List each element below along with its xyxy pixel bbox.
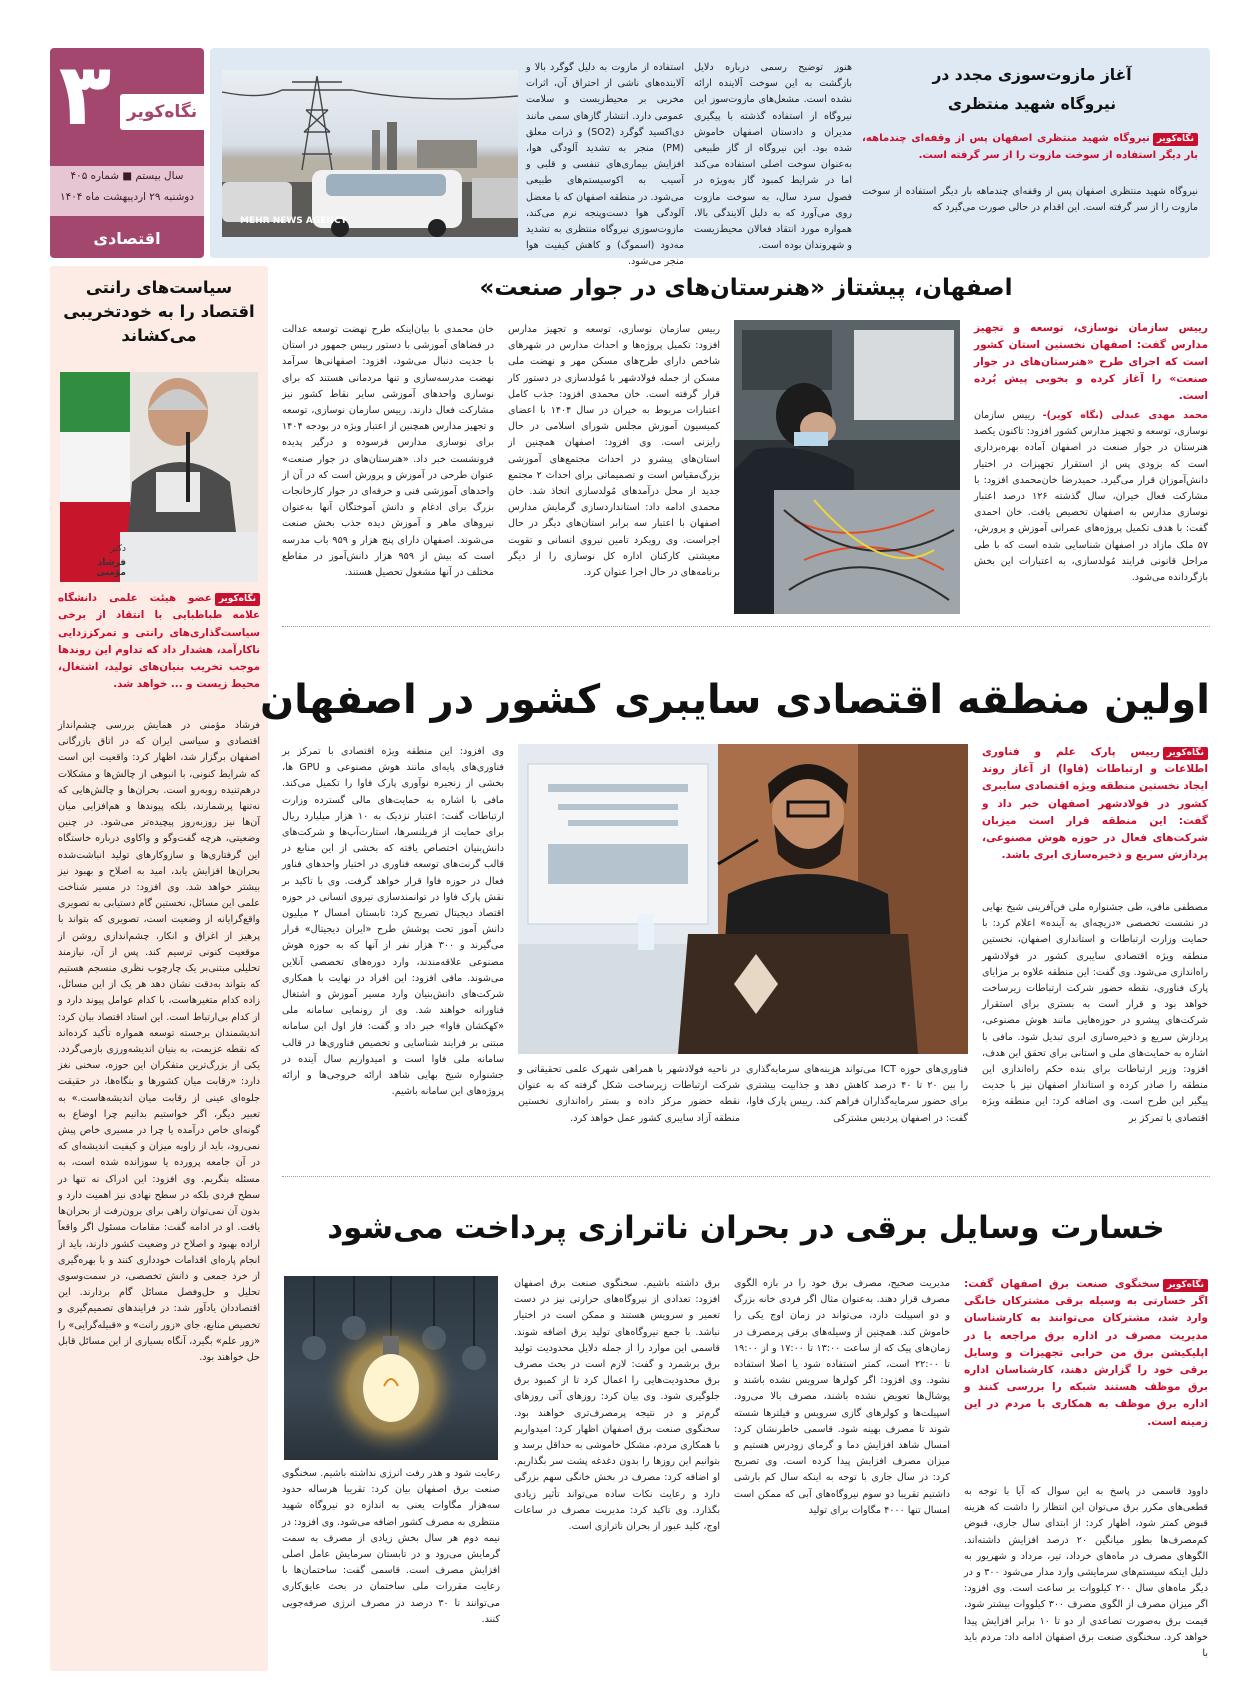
story4-col3: برق داشته باشیم. سخنگوی صنعت برق اصفهان افزود: تعدادی از نیروگاه‌های حرارتی نیز در دست تعمیر و سرویس هستند و ممکن است در اختیار نباشد. با جمع نیروگاه‌های تولید برق اضافه شوند. قاسمی این موارد را از جمله دلایل محدودیت تولید برق برشمرد و گفت: لازم است در بحث مصرف برق محدودیت‌هایی را اعمال کرد تا از کمبود برق جلوگیری شود. وی بیان کرد: روزهای آتی روزهای گرم‌تر و در نتیجه پرمصرف‌تری خواهند بود. سخنگوی صنعت برق اصفهان اظهار کرد: امیدواریم با همکاری مردم، مشکل خاموشی به حداقل برسد و بتوانیم این روزها را بدون دغدغه پشت سر بگذاریم. او اضافه کرد: مصرف در بخش خانگی سهم بزرگی دارد و رعایت نکات ساده می‌تواند تأثیر زیادی بگذارد. وی تاکید کرد: مدیریت مصرف در ساعات اوج، کلید عبور از بحران ناترازی است. xyxy=(514,1278,720,1533)
speaker-at-podium xyxy=(518,744,968,1054)
top-story-col1: نیروگاه شهید منتظری اصفهان پس از وقفه‌ای چندماهه بار دیگر استفاده از سوخت مازوت را از سر گرفته است. این اقدام در حالی صورت می‌گیرد که xyxy=(862,186,1198,214)
story3-col3: در ناحیه فولادشهر با همراهی شهرک علمی تحقیقاتی و شرکت ارتباطات زیرساخت شکل گرفته که به عنوان نقطه حضور مرکز داده و بستر راه‌اندازی نخستین منطقه آزاد سایبری کشور عمل خواهد کرد. xyxy=(518,1064,740,1124)
story2-lead: رییس سازمان نوسازی، توسعه و تجهیز مدارس گفت: اصفهان نخستین استان کشور است که اجرای طرح «هنرستان‌های در جوار صنعت» را آغاز کرده و بخوبی پیش بُرده است. xyxy=(974,322,1208,402)
photo-caption-name: فرشاد مؤمنی xyxy=(96,558,126,578)
brand-tag: نگاه‌کویر xyxy=(1163,747,1208,760)
brand-tag: نگاه‌کویر xyxy=(1163,1279,1208,1292)
sidebar-photo xyxy=(60,372,258,582)
story4-col2: مدیریت صحیح، مصرف برق خود را در بازه الگوی مصرف قرار دهند. به‌عنوان مثال اگر فردی خانه بزرگ و دو اسپیلت دارد، می‌تواند در زمان اوج یکی را خاموش کند. همچنین از وسیله‌های برقی پرمصرف در زمان‌های پیک که از ساعت ۱۳:۰۰ تا ۱۷:۰۰ و از ۱۹:۰۰ تا ۲۲:۰۰ است، کمتر استفاده شود یا اصلا استفاده نشود. وی افزود: اگر کولرها سرویس نشده باشند و پوشال‌ها تعویض نشده باشند، مصرف بالا می‌رود. اسپیلت‌ها و کولرهای گازی سرویس و فیلترها شسته شوند تا مصرف بهینه شود. قاسمی خاطرنشان کرد: امسال شاهد افزایش دما و گرمای زودرس هستیم و میزان مصرف افزایش پیدا کرده است. وی تصریح کرد: در سال جاری با توجه به اینکه سال کم بارشی داشتیم تقریبا دو سوم نیروگاه‌های آبی که ممکن است امسال تنها ۴۰۰۰ مگاوات برای تولید xyxy=(734,1278,950,1516)
top-story-col3: استفاده از مازوت به دلیل گوگرد بالا و آلاینده‌های ناشی از احتراق آن، اثرات مخربی بر محیط‌زیست و سلامت عمومی دارد. انتشار گازهای سمی مانند دی‌اکسید گوگرد (SO2) و ذرات معلق (PM) منجر به تشدید آلودگی هوا، افزایش بیماری‌های تنفسی و قلبی و آسیب به اکوسیستم‌های طبیعی می‌شود. در منطقه اصفهان که با معضل آلودگی هوا دست‌وپنجه نرم می‌کند، مازوت‌سوزی نیروگاه منتظری به تشدید مه‌دود (اسموگ) و کاهش کیفیت هوا منجر می‌شود. xyxy=(526,62,684,268)
story2-byline: محمد مهدی عبدلی (نگاه کویر)- xyxy=(1042,410,1208,421)
story2-col2: رییس سازمان نوسازی، توسعه و تجهیز مدارس افزود: تکمیل پروژه‌ها و احداث مدارس در شهرهای شاخص دارای طرح‌های مسکن مهر و نهضت ملی مسکن از جمله فولادشهر با مُولدسازی در دستور کار قرار گرفته است. خان محمدی افزود: جذب کامل اعتبارات مربوط به خیران در سال ۱۴۰۴ با اعضای کمیسیون آموزش مجلس شورای اسلامی در حال رایزنی است. وی افزود: اصفهان همچنین از استان‌های پیشرو در احداث مجتمع‌های آموزشی بزرگ‌مقیاس است و تصمیماتی برای احداث ۲ مجتمع جدید از محل درآمدهای مُولدسازی اتخاذ شد. خان محمدی ادامه داد: استانداردسازی گرمایش مدارس اصفهان با اعتبار سه برابر استان‌های دیگر در حال اجراست. وی رویکرد تامین نیروی انسانی و تقویت معیشتی کارکنان اداره کل نوسازی را از دیگر برنامه‌های در حال اجرا عنوان کرد. xyxy=(508,324,721,579)
power-plant-scene xyxy=(222,70,518,237)
story4-lead: نگاه‌کویرسخنگوی صنعت برق اصفهان گفت: اگر خسارتی به وسیله برقی مشترکان خانگی وارد شد، مشترکان می‌توانند به کارشناسان مدیریت مصرف در اداره برق مراجعه یا در اپلیکیشن برق من خرابی تجهیزات و وسایل برقی خود را گزارش دهند، کارشناسان اداره برق موظف هستند شبکه را بررسی کنند و اداره برق موظف به همکاری با مردم در این زمینه است. xyxy=(964,1278,1208,1428)
story2-photo xyxy=(734,320,960,614)
lightbulb-icon xyxy=(284,1276,498,1460)
issue-date: دوشنبه ۲۹ اردیبهشت ماه ۱۴۰۴ xyxy=(60,191,194,203)
brand-tag: نگاه‌کویر xyxy=(215,593,260,606)
story3-lead: نگاه‌کویررییس پارک علم و فناوری اطلاعات و ارتباطات (فاوا) از آغاز روند ایجاد نخستین منطقه ویژه اقتصادی سایبری کشور در فولادشهر اصفهان خبر داد و گفت: این منطقه قرار است میزبان شرکت‌های فعال در حوزه هوش مصنوعی، پردازش سریع و ذخیره‌سازی ابری باشد. xyxy=(982,746,1208,862)
story4-col1: داوود قاسمی در پاسخ به این سوال که آیا با توجه به قطعی‌های مکرر برق می‌توان این انتظار را داشت که هزینه قبوض کمتر شود، اظهار کرد: از ابتدای سال جاری، قبوض کم‌مصرف‌ها بطور میانگین ۲۰ درصد افزایش داشته‌اند. الگوهای مصرف در ماه‌های خرداد، تیر، مرداد و شهریور به دلیل اینکه سیستم‌های سرمایشی وارد مدار می‌شود ۳۰۰ و در دیگر ماه‌های سال ۲۰۰ کیلووات بر ساعت است. وی افزود: اگر میزان مصرف از الگوی مصرف ۳۰۰ کیلووات بیشتر شود، قیمت برق به‌صورت تصاعدی از دو تا ۱۰ برابر افزایش پیدا خواهد کرد. سخنگوی صنعت برق اصفهان ادامه داد: مردم باید با xyxy=(964,1486,1209,1660)
photo-credit: MEHR NEWS AGENCY xyxy=(240,216,348,226)
divider xyxy=(282,1176,1210,1177)
story2-title: اصفهان، پیشتاز «هنرستان‌های در جوار صنعت» xyxy=(479,275,1013,301)
story4-photo xyxy=(284,1276,498,1460)
top-story-title-line2: نیروگاه شهید منتظری xyxy=(947,95,1117,113)
story4-col4: رعایت شود و هدر رفت انرژی نداشته باشیم. سخنگوی صنعت برق اصفهان بیان کرد: تقریبا هرساله حدود سه‌هزار مگاوات یعنی به اندازه دو نیروگاه شهید منتظری به مصرف کشور اضافه می‌شود. وی افزود: در نیمه دوم هر سال بخش زیادی از مصرف به سمت گرمایش می‌رود و در تابستان سرمایش عامل اصلی افزایش مصرف است. قاسمی گفت: ساختمان‌ها با رعایت مقررات ملی ساختمان در بحث عایق‌کاری می‌توانند تا ۳۰ درصد در مصرف انرژی صرفه‌جویی کنند. xyxy=(282,1468,500,1625)
story4-title: خسارت وسایل برقی در بحران ناترازی پرداخت می‌شود xyxy=(327,1210,1165,1246)
top-story-photo xyxy=(222,70,518,237)
divider xyxy=(282,626,1210,627)
story3-col1: مصطفی مافی، طی جشنواره ملی فن‌آفرینی شیخ بهایی در نشست تخصصی «دریچه‌ای به آینده» اعلام کرد: با حمایت وزارت ارتباطات و استانداری اصفهان، نخستین منطقه ویژه اقتصادی سایبری کشور در فولادشهر راه‌اندازی می‌شود. وی گفت: این منطقه علاوه بر مزایای پارک فناوری، نقطه حضور شرکت ارتباطات زیرساخت خواهد بود و قرار است به بستری برای استقرار شرکت‌های پیشرو در حوزه‌هایی مانند هوش مصنوعی، پردازش سریع و ذخیره‌سازی ابری تبدیل شود. مافی با اشاره به حمایت‌های ملی و استانی برای تحقق این هدف، افزود: وزیر ارتباطات برای بنده حکم راه‌اندازی این منطقه را صادر کرده و استاندار اصفهان نیز با جدیت پیگیر این طرح است. وی اضافه کرد: این منطقه ویژه اقتصادی با تمرکز بر xyxy=(982,902,1208,1124)
story3-title: اولین منطقه اقتصادی سایبری کشور در اصفهان xyxy=(259,677,1210,723)
workshop-scene xyxy=(734,320,960,614)
section-name: اقتصادی xyxy=(93,229,161,248)
story2-col1: محمد مهدی عبدلی (نگاه کویر)- رییس سازمان نوسازی، توسعه و تجهیز مدارس کشور افزود: تاکنون یکصد هنرستان در جوار صنعت در اصفهان آماده بهره‌برداری است که بزودی پس از استقرار تجهیزات در اختیار دانش‌آموزان قرار می‌گیرد. حمیدرضا خان‌محمدی افزود: با مشارکت فعال خیران، سال گذشته ۱۲۶ درصد اعتبار نوسازی مدارس به اصفهان تخصیص یافت. خان احمدی گفت: با هدف تکمیل پروژه‌های عمرانی آموزش و پرورش، ۵۷ ملک مازاد در اصفهان شناسایی شده است که با طی مراحل قانونی فرایند مُولدسازی، به اعتبارات این بخش بازگردانده می‌شود. xyxy=(974,410,1208,584)
brand-logo: نگاه‌کویر xyxy=(120,94,204,130)
story3-col2: فناوری‌های حوزه ICT می‌تواند هزینه‌های سرمایه‌گذاری را بین ۲۰ تا ۴۰ درصد کاهش دهد و جذابیت بیشتری برای حضور سرمایه‌گذاران فراهم کند. رییس پارک فاوا، گفت: در اصفهان پردیس مشترکی xyxy=(746,1064,969,1124)
issue-line: سال بیستم ■ شماره ۴۰۵ xyxy=(70,170,184,182)
sidebar-body: فرشاد مؤمنی در همایش بررسی چشم‌انداز اقتصادی و سیاسی ایران که در اتاق بازرگانی اصفهان برگزار شد، اظهار کرد: واقعیت این است که شرایط کنونی، با انبوهی از چالش‌ها و مشکلات درهم‌تنیده روبه‌رو است. بحران‌ها و چالش‌هایی که نه‌تنها پرشمارند، بلکه پیوندها و هم‌افزایی میان آن‌ها نیز روزبه‌روز پیچیده‌تر می‌شود. در چنین وضعیتی، هرچه گفت‌وگو و واکاوی درباره خاستگاه این گرفتاری‌ها و سازوکارهای تولید انباشت‌شده بحران‌ها افزایش یابد، امید به اصلاح و بهبود نیز بیشتر خواهد شد. وی افزود: در مسیر شناخت علمی این مسائل، نخستین گام دستیابی به تصویری واقع‌گرایانه از وضعیت است، تصویری که بتواند با پرهیز از اغراق و انکار، چشم‌اندازی روشن از موقعیت کنونی ترسیم کند. پس از آن، نیازمند تحلیلی مبتنی‌بر یک چارچوب نظری منسجم هستیم که بتواند به‌دقت نشان دهد هر یک از این مسائل، زاده کدام متغیرهاست، با کدام عوامل پیوند دارد و از کدام بی‌ارتباط است. این استاد اقتصاد بیان کرد: اندیشمندان برجسته توسعه همواره تأکید کرده‌اند که نقطه عزیمت، به بنیان اندیشه‌ورزی بازمی‌گردد. یکی از بزرگ‌ترین متفکران این حوزه، سخنی نغز دارد: «رقابت میان کشورها و بنگاه‌ها، در حقیقت جلوه‌ای عینی از رقابت میان اندیشه‌هاست.» به تعبیر دیگر، اگر خواستیم بدانیم چرا اوضاع به گونه‌ای خاص درآمده یا چرا در مسیری خاص پیش نمی‌رود، باید از زاویه میزان و کیفیت اندیشه‌ای که در آن جامعه پرورده یا سوزانده شده است، به مسئله بنگریم. وی افزود: این ادراک نه تنها در سطح فردی بلکه در سطح نهادی نیز اهمیت دارد و بدون آن نمی‌توان راهی برای برون‌رفت از بحران‌ها یافت. او در ادامه گفت: مقامات مسئول اگر واقعاً اراده بهبود و اصلاح در وضعیت کشور دارند، باید از انجام پاره‌ای اقدامات خودداری کنند و با بهره‌گیری از خرد جمعی و دانش تخصصی، در سمت‌وسوی تحلیل و حل‌وفصل مسائل گام بردارند. این اقتصاددان یادآور شد: در فرایندهای تصمیم‌گیری و تخصیص منابع، جای «زور رانت» و «قبیله‌گرایی» را «زور علم» بگیرد، آنگاه بسیاری از این مسائل قابل حل خواهند بود. xyxy=(58,720,260,1363)
page-number: ۳ xyxy=(58,45,112,145)
top-story-col2: هنوز توضیح رسمی درباره دلایل بازگشت به این سوخت آلاینده ارائه نشده است. مشعل‌های مازوت‌سوز این نیروگاه از استفاده گذشته با پیگیری مدیران و دادستان اصفهان خاموش شده بود. این نیروگاه از گاز طبیعی به‌عنوان سوخت اصلی استفاده می‌کند اما در شرایط کمبود گاز به‌ویژه در فصول سرد سال، به سوخت مازوت روی می‌آورد که به دلیل آلایندگی بالا، همواره مورد انتقاد فعالان محیط‌زیست و شهروندان بوده است. xyxy=(694,62,852,252)
story3-col4: وی افزود: این منطقه ویژه اقتصادی با تمرکز بر فناوری‌های پایه‌ای مانند هوش مصنوعی و GPU ها، بخشی از زنجیره نوآوری پارک فاوا را تکمیل می‌کند. مافی با اشاره به حمایت‌های مالی گسترده وزارت ارتباطات گفت: اعتبار نزدیک به ۱۰ هزار میلیارد ریال برای حمایت از فریلنسرها، استارت‌آپ‌ها و شرکت‌های دانش‌بنیان اختصاص یافته که بخشی از این منابع در قالب گرنت‌های توسعه فناوری در اختیار واحدهای فناور فعال در حوزه فاوا قرار خواهد گرفت. وی با تاکید بر نقش پارک فاوا در توانمندسازی نیروی انسانی در حوزه اقتصاد دیجیتال تصریح کرد: تابستان امسال ۲ میلیون دانش آموز تحت پوشش طرح «ایران دیجیتال» قرار می‌گیرند و ۳۰۰ هزار نفر از آنها که به حوزه هوش مصنوعی علاقه‌مندند، وارد دوره‌های تخصصی آنلاین می‌شوند. مافی افزود: این افراد در نهایت با همکاری شرکت‌های دانش‌بنیان وارد مسیر آموزش و اشتغال فناورانه خواهند شد. وی از رونمایی سامانه ملی «کهکشان فاوا» خبر داد و گفت: فاز اول این سامانه مبتنی بر فرایند شناسایی و تخصیص فناوری‌ها در قالب سامانه ملی فاوا است و امیدواریم سال آینده در جشنواره شیخ بهایی شاهد ارائه خروجی‌ها و ارائه پروژه‌های این سامانه باشیم. xyxy=(282,746,505,1098)
story2-col3: خان محمدی با بیان‌اینکه طرح نهضت توسعه عدالت در فضاهای آموزشی با دستور رییس جمهور در استان با جدیت دنبال می‌شود، افزود: اصفهانی‌ها سرآمد نهضت مدرسه‌سازی و تنها مردمانی هستند که برای نوسازی واحدهای آموزشی سایر نقاط کشور نیز مشارکت فعال دارند. رییس سازمان نوسازی، توسعه و تجهیز مدارس همچنین از اعتبار ویژه در بودجه ۱۴۰۴ برای نوسازی مدارس فرسوده و درگیر پدیده فرونشست خبر داد. «هنرستان‌های در جوار صنعت» عنوان طرحی در آموزش و پرورش است که در آن از واحدهای آموزشی فنی و حرفه‌ای در جوار کارخانجات بزرگ برای ادغام و دانش آموختگان آنها به‌عنوان نیروهای ماهر و آموزش دیده جذب بخش صنعت می‌شوند. اصفهان دارای پنج هزار و ۹۵۹ باب مدرسه است که بیش از ۹۵۹ هزار دانش‌آموز در مقاطع مختلف در آنها مشغول تحصیل هستند. xyxy=(282,324,495,579)
top-story-title-line1: آغاز مازوت‌سوزی مجدد در xyxy=(932,66,1132,84)
masthead xyxy=(50,45,204,258)
top-story-lead: نگاه‌کویرنیروگاه شهید منتظری اصفهان پس از وقفه‌ای چندماهه، بار دیگر استفاده از سوخت مازوت را از سر گرفته است. xyxy=(862,133,1198,161)
brand-tag: نگاه‌کویر xyxy=(1153,133,1198,146)
photo-caption-title: دکتر xyxy=(110,544,126,554)
sidebar-lead: نگاه‌کویرعضو هیئت علمی دانشگاه علامه طباطبایی با انتقاد از برخی سیاست‌گذاری‌های رانتی و تمرکززدایی ناکارآمد، هشدار داد که تداوم این روندها موجب تخریب بنیان‌های تولید، اشتغال، محیط زیست و ... خواهد شد. xyxy=(58,592,260,691)
sidebar-title: سیاست‌های رانتی اقتصاد را به خودتخریبی می‌کشاند xyxy=(63,278,255,345)
story3-photo xyxy=(518,744,968,1054)
